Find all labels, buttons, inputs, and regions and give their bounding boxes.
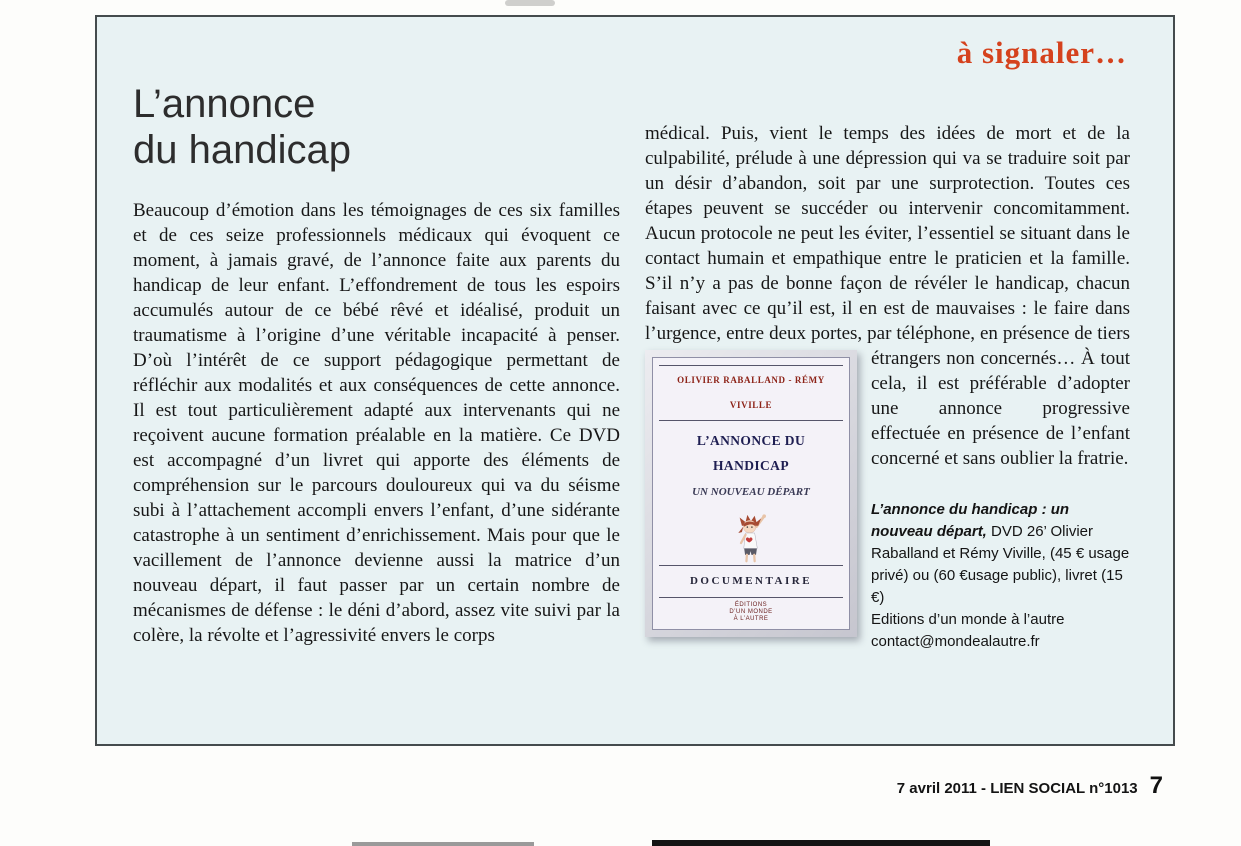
dvd-publisher-line: D’UN MONDE [729, 609, 773, 615]
column-right-wrap-text: cela, il est préférable d’adopter une annonce progressive effectuée en présence de l’enfant concerné et sans oublier la fratrie. [871, 373, 1130, 469]
article-panel [95, 15, 1175, 746]
dvd-cover-photo [645, 350, 857, 637]
article-title [133, 81, 351, 173]
footer-page-number: 7 [1149, 772, 1163, 799]
dvd-publisher-line: À L’AUTRE [733, 616, 769, 622]
article-title-line2: du handicap [133, 128, 351, 172]
scan-artifact [352, 842, 534, 846]
caption-publisher: Editions d’un monde à l’autre [871, 611, 1065, 628]
caption-body: DVD 26’ Olivier Raballand et Rémy Viville, (45 € usage privé) ou (60 €usage public), livret (15 €) [871, 523, 1130, 606]
dvd-cover-illustration [695, 513, 807, 563]
dvd-cover-title: L’ANNONCE DU HANDICAP [696, 433, 806, 473]
dvd-publisher-line: ÉDITIONS [734, 602, 768, 608]
scan-artifact [652, 840, 990, 846]
page-footer [897, 772, 1163, 800]
dvd-cover-authors: OLIVIER RABALLAND - RÉMY VIVILLE [659, 365, 843, 421]
footer-issue-text: 7 avril 2011 - LIEN SOCIAL n°1013 [896, 780, 1138, 797]
dvd-cover-publisher-mark [729, 602, 772, 623]
caption-lead: L’annonce du handicap : un nouveau départ, [871, 501, 1070, 540]
column-left-text: Beaucoup d’émotion dans les témoignages de ces six familles et de ces seize professionnels médicaux qui évoquent ce moment, à jamais gravé, de l’annonce faite aux parents du handicap de leur enfant. L’effondrement de tous les espoirs accumulés autour de ce bébé rêvé et idéalisé, produit un traumatisme à l’origine d’une véritable incapacité à penser. D’où l’intérêt de ce support pédagogique permettant de réfléchir aux modalités et aux conséquences de cette annonce. Il est tout particulièrement adapté aux intervenants qui ne reçoivent aucune formation préalable en la matière. Ce DVD est accompagné d’un livret qui apporte des éléments de compréhension sur le parcours douloureux qui va du séisme subi à l’attachement accompli envers l’enfant, d’une sidérante catastrophe à un sentiment d’enrichissement. Mais pour que le vacillement de l’annonce devienne aussi la matrice d’un nouveau départ, il faut passer par un certain nombre de mécanismes de défense : le déni d’abord, assez vite suivi par la colère, la révolte et l’agressivité envers le corps [133, 200, 620, 646]
dvd-cover-genre-label: DOCUMENTAIRE [659, 565, 843, 598]
dvd-cover-subtitle: UN NOUVEAU DÉPART [692, 486, 810, 498]
article-column-left [133, 198, 620, 648]
article-column-right [645, 121, 1130, 653]
column-right-text: médical. Puis, vient le temps des idées de mort et de la culpabilité, prélude à une dépression qui va se traduire soit par un désir d’abandon, soit par une surprotection. Toutes ces étapes peuvent se succéder ou intervenir concomitamment. Aucun protocole ne peut les éviter, l’essentiel se situant dans le contact humain et empathique entre le praticien et la famille. S’il n’y a pas de bonne façon de révéler le handicap, chacun faisant avec ce qu’il est, il en est de mauvaises : le faire dans l’urgence, entre deux portes, par téléphone, en présence de tiers étrangers non concernés… À tout [645, 123, 1130, 369]
dvd-cover [652, 357, 850, 630]
section-badge: à signaler… [956, 35, 1127, 70]
caption-contact-email: contact@mondealautre.fr [871, 633, 1040, 650]
article-title-line1: L’annonce [133, 82, 316, 126]
scan-artifact [505, 0, 555, 6]
